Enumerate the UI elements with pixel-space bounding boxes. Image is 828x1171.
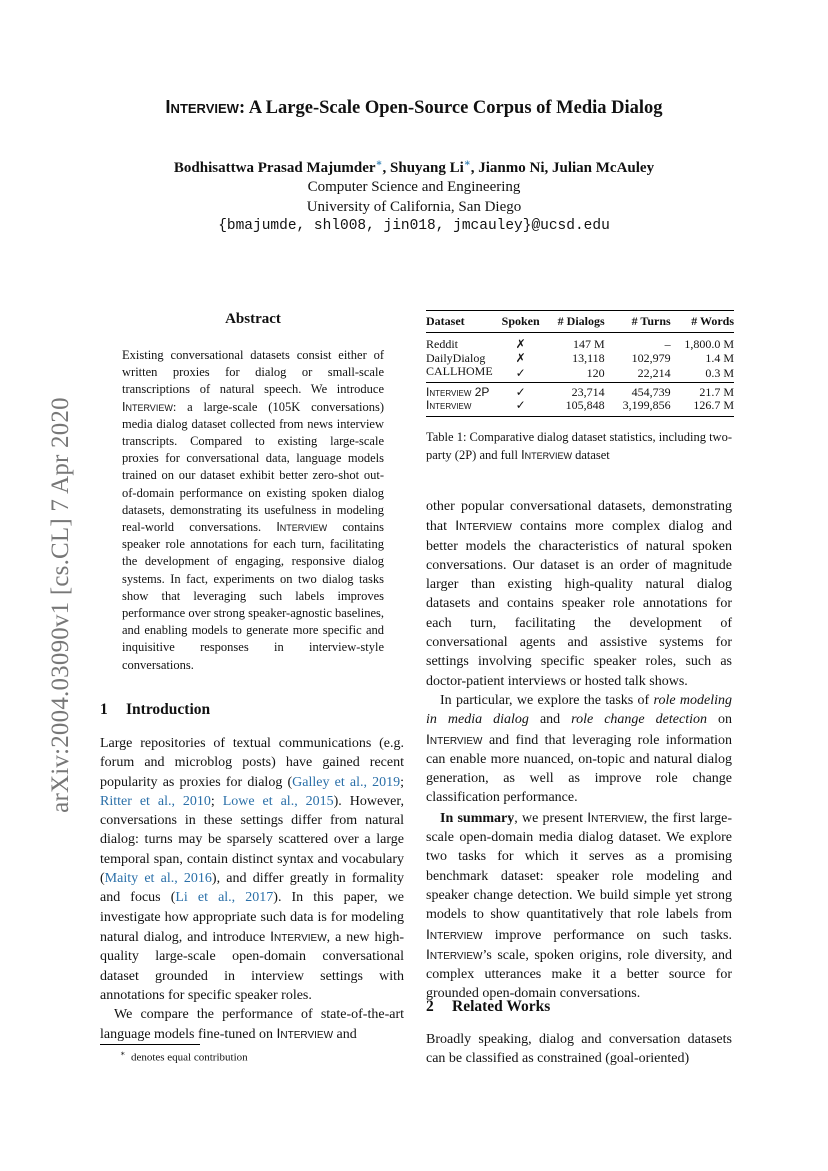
intro-body	[100, 734, 404, 1045]
paragraph: other popular conversational datasets, demonstrating that Interview contains more complex dialog and better models the characteristics of natural spoken conversations. Our dataset is an order of magnitude larger than existing high-quality natural dialog datasets and contains speaker role annotations for each turn, facilitating the development of conversational agents and assistive systems for settings involving specific speaker roles, such as doctor-patient interviews or hosted talk shows.	[426, 499, 732, 689]
table-header: Dataset	[426, 311, 493, 333]
table-header: # Turns	[605, 311, 671, 333]
dataset-name: Interview	[276, 520, 328, 535]
paragraph: In particular, we explore the tasks of role modeling in media dialog and role change detection on Interview and find that leveraging role information can enable more nuanced, on-topic and natural dialog generation, as well as improve role change classification performance.	[426, 692, 733, 806]
citation-link[interactable]: Galley et al., 2019	[292, 774, 401, 790]
paper-title	[0, 96, 828, 119]
footnote: ∗ denotes equal contribution	[120, 1049, 248, 1064]
equal-contribution-mark[interactable]: ∗	[463, 158, 471, 169]
table-header-row	[426, 311, 734, 333]
abstract-heading: Abstract	[225, 311, 281, 327]
author-list: Bodhisattwa Prasad Majumder∗, Shuyang Li∗, Jianmo Ni, Julian McAuley	[173, 158, 655, 176]
affiliation-dept: Computer Science and Engineering	[307, 179, 521, 195]
section-heading-introduction: 1 Introduction	[100, 701, 211, 718]
intro-paragraph-2: We compare the performance of state-of-the-art language models fine-tuned on Interview and	[100, 1007, 404, 1043]
author-emails: {bmajumde, shl008, jin018, jmcauley}@ucsd.edu	[218, 218, 610, 234]
author-3-4: Jianmo Ni, Julian McAuley	[478, 160, 655, 176]
title-dataset-name: Interview	[165, 96, 239, 117]
table-row: Interview 2P ✓ 23,714 454,739 21.7 M	[426, 382, 734, 399]
title-rest: : A Large-Scale Open-Source Corpus of Media Dialog	[238, 98, 663, 118]
author-2: Shuyang Li	[390, 160, 464, 176]
intro-paragraph-1: Large repositories of textual communications (e.g. forum and microblog posts) have gained recent popularity as proxies for dialog (Galley et al., 2019; Ritter et al., 2010; Lowe et al., 2015). However, conversations in these settings differ from natural dialog: turns may be sparsely scattered over a large temporal span, contain distinct syntax and vocabulary (Maity et al., 2016), and differ greatly in formality and focus (Li et al., 2017). In this paper, we investigate how appropriate such data is for modeling natural dialog, and introduce Interview, a new high-quality large-scale open-domain conversational dataset grounded in interview settings with annotations for specific speaker roles.	[100, 736, 405, 1003]
paragraph: Broadly speaking, dialog and conversation datasets can be classified as constrained (goal-oriented)	[426, 1032, 732, 1067]
affiliation-university: University of California, San Diego	[306, 199, 522, 215]
table-1	[426, 310, 734, 417]
author-1: Bodhisattwa Prasad Majumder	[173, 160, 376, 176]
table-row: Interview ✓ 105,848 3,199,856 126.7 M	[426, 399, 734, 417]
abstract-body: Existing conversational datasets consist either of written proxies for dialog or small-scale transcriptions of natural speech. We introduce Interview: a large-scale (105K conversations) media dialog dataset collected from news interview transcripts. Compared to existing large-scale proxies for conversational data, language models trained on our dataset exhibit better zero-shot out-of-domain performance on existing spoken dialog datasets, demonstrating its usefulness in modeling real-world conversations. Interview contains speaker role annotations for each turn, facilitating the development of engaging, responsive dialog systems. In fact, experiments on two dialog tasks show that leveraging such labels improves performance over strong speaker-agnostic baselines, and enabling models to generate more specific and inquisitive responses in interview-style conversations.	[122, 348, 384, 672]
table-row: Reddit ✗ 147 M – 1,800.0 M	[426, 337, 734, 352]
paragraph: In summary, we present Interview, the first large-scale open-domain media dialog dataset. We explore two tasks for which it serves as a promising benchmark dataset: speaker role modeling and speaker change detection. We build simple yet strong models to show quantitatively that role labels from Interview improve performance on such tasks. Interview’s scale, spoken origins, role diversity, and complex utterances make it a better source for grounded open-domain conversations.	[426, 808, 732, 1002]
table-row: CALLHOME ✓ 120 22,214 0.3 M	[426, 364, 734, 380]
citation-link[interactable]: Lowe et al., 2015	[222, 793, 334, 809]
arxiv-stamp-text: arXiv:2004.03090v1 [cs.CL] 7 Apr 2020	[47, 397, 74, 813]
related-works-body	[426, 1030, 732, 1069]
dataset-name: Interview	[122, 399, 173, 414]
citation-link[interactable]: Maity et al., 2016	[104, 871, 212, 887]
arxiv-identifier	[47, 372, 74, 838]
citation-link[interactable]: Ritter et al., 2010	[100, 793, 211, 809]
citation-link[interactable]: Li et al., 2017	[175, 890, 274, 906]
right-column-body	[426, 497, 732, 1004]
table-row: DailyDialog ✗ 13,118 102,979 1.4 M	[426, 350, 734, 365]
table-header: # Words	[671, 311, 734, 333]
footnote-rule	[100, 1044, 200, 1045]
section-heading-related-works: 2 Related Works	[426, 998, 551, 1015]
equal-contribution-mark[interactable]: ∗	[375, 158, 383, 169]
table-header: Spoken	[493, 311, 549, 333]
table-1-caption: Table 1: Comparative dialog dataset statistics, including two-party (2P) and full Interview dataset	[426, 430, 732, 462]
table-header: # Dialogs	[549, 311, 605, 333]
